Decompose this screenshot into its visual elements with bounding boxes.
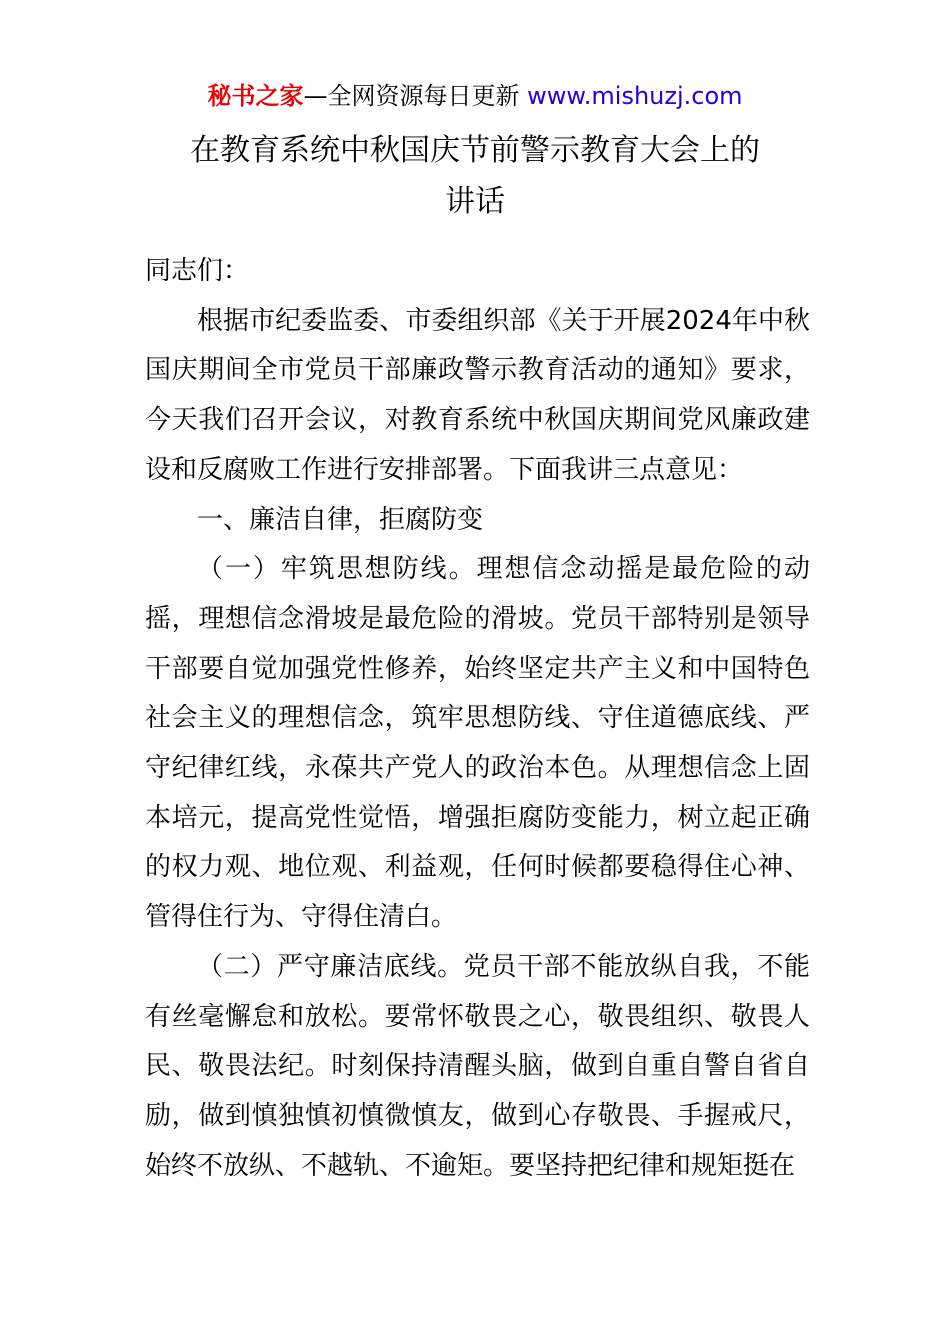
brand-name: 秘书之家: [207, 82, 304, 110]
salutation: 同志们：: [145, 256, 250, 286]
paragraph-1-1: （一）牢筑思想防线。理想信念动摇是最危险的动摇，理想信念滑坡是最危险的滑坡。党员干部特别是领导干部要自觉加强党性修养，始终坚定共产主义和中国特色社会主义的理想信念，筑牢思想防线、守住道德底线、严守纪律红线，永葆共产党人的政治本色。从理想信念上固本培元，提高党性觉悟，增强拒腐防变能力，树立起正确的权力观、地位观、利益观，任何时候都要稳得住心神、管得住行为、守得住清白。: [145, 554, 810, 933]
title-line-1: 在教育系统中秋国庆节前警示教育大会上的: [190, 133, 760, 168]
document-body: [145, 247, 810, 1191]
site-header: [0, 80, 950, 112]
header-tagline: —全网资源每日更新: [303, 82, 520, 110]
section-heading-1: 一、廉洁自律，拒腐防变: [197, 504, 484, 535]
paragraph-1-2: （二）严守廉洁底线。党员干部不能放纵自我，不能有丝毫懈怠和放松。要常怀敬畏之心，敬畏组织、敬畏人民、敬畏法纪。时刻保持清醒头脑，做到自重自警自省自励，做到慎独慎初慎微慎友，做到心存敬畏、手握戒尺，始终不放纵、不越轨、不逾矩。要坚持把纪律和规矩挺在: [145, 951, 810, 1181]
site-url-link[interactable]: www.mishuzj.com: [527, 82, 743, 110]
paragraph-intro: 根据市纪委监委、市委组织部《关于开展2024年中秋国庆期间全市党员干部廉政警示教育活动的通知》要求，今天我们召开会议，对教育系统中秋国庆期间党风廉政建设和反腐败工作进行安排部署。下面我讲三点意见：: [145, 305, 810, 485]
title-line-2: 讲话: [445, 184, 505, 219]
document-title: [0, 125, 950, 227]
